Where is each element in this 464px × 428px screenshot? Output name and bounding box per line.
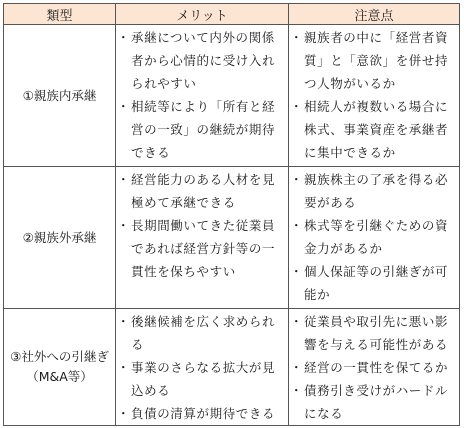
- table-row-non-family: [4, 167, 460, 309]
- merit-item: ・ 承継について内外の関係者から心情的に受け入れられやすい: [120, 26, 284, 95]
- caution-cell: [289, 25, 460, 167]
- table-header-row: [4, 4, 460, 25]
- type-cell: ①親族内承継: [4, 25, 116, 167]
- merit-item: ・ 負債の清算が期待できる: [120, 402, 284, 425]
- merit-item: ・ 相続等により「所有と経営の一致」の継続が期待できる: [120, 95, 284, 164]
- merit-item: ・ 長期間働いてきた従業員であれば経営方針等の一貫性を保ちやすい: [120, 214, 284, 283]
- type-cell: [4, 309, 116, 426]
- caution-cell: [289, 309, 460, 426]
- type-sublabel: （M&A等）: [26, 369, 93, 384]
- header-caution: 注意点: [289, 4, 460, 25]
- caution-item: ・ 債務引き受けがハードルになる: [293, 379, 455, 425]
- merit-item: ・ 後継候補を広く求められる: [120, 310, 284, 356]
- merit-cell: [116, 309, 289, 426]
- header-type: 類型: [4, 4, 116, 25]
- caution-item: ・ 株式等を引継ぐための資金力があるか: [293, 214, 455, 260]
- merit-item: ・ 事業のさらなる拡大が見込める: [120, 356, 284, 402]
- caution-cell: [289, 167, 460, 309]
- caution-item: ・ 親族者の中に「経営者資質」と「意欲」を併せ持つ人物がいるか: [293, 26, 455, 95]
- type-cell: ②親族外承継: [4, 167, 116, 309]
- merit-cell: [116, 25, 289, 167]
- caution-item: ・ 親族株主の了承を得る必要がある: [293, 168, 455, 214]
- table-row-external: [4, 309, 460, 426]
- header-merit: メリット: [116, 4, 289, 25]
- caution-item: ・ 従業員や取引先に悪い影響を与える可能性がある: [293, 310, 455, 356]
- merit-cell: [116, 167, 289, 309]
- merit-item: ・ 経営能力のある人材を見極めて承継できる: [120, 168, 284, 214]
- caution-item: ・ 個人保証等の引継ぎが可能か: [293, 260, 455, 306]
- caution-item: ・ 経営の一貫性を保てるか: [293, 356, 455, 379]
- type-label: ③社外への引継ぎ: [10, 349, 109, 364]
- caution-item: ・ 相続人が複数いる場合に株式、事業資産を承継者に集中できるか: [293, 95, 455, 164]
- succession-comparison-table: [3, 3, 460, 426]
- table-row-family: [4, 25, 460, 167]
